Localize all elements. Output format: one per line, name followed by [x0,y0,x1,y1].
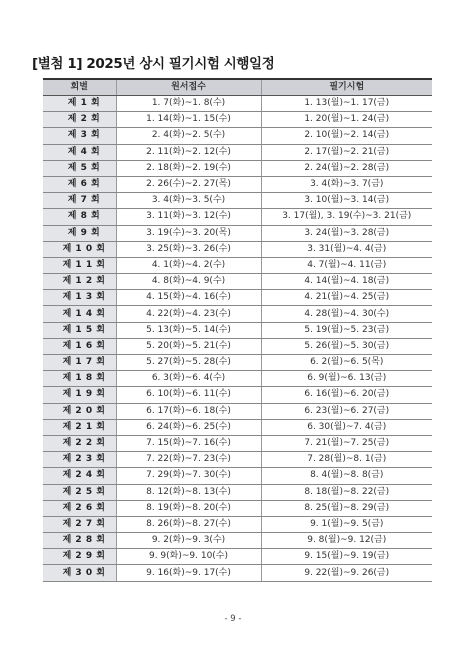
round-cell [43,403,116,419]
round-label: 제 2 6 회 [62,502,105,513]
round-label: 제 6 회 [67,179,100,190]
exam-period-cell: 8. 25(월)~8. 29(금) [261,500,432,516]
exam-period-cell: 9. 22(월)~9. 26(금) [261,565,432,581]
round-cell [43,96,116,112]
application-period-cell: 2. 18(화)~2. 19(수) [116,160,261,176]
round-label: 제 1 5 회 [62,324,105,335]
table-row [43,371,432,387]
table-header-row [43,79,432,96]
application-period-cell: 6. 17(화)~6. 18(수) [116,403,261,419]
exam-period-cell: 6. 30(월)~7. 4(금) [261,419,432,435]
round-label: 제 4 회 [67,146,100,157]
exam-period-cell: 3. 31(월)~4. 4(금) [261,241,432,257]
round-cell [43,274,116,290]
table-row [43,274,432,290]
round-cell [43,565,116,581]
round-label: 제 2 7 회 [62,518,105,529]
round-cell [43,371,116,387]
application-period-cell: 5. 13(화)~5. 14(수) [116,322,261,338]
table-row [43,355,432,371]
round-label: 제 3 회 [67,130,100,141]
application-period-cell: 5. 20(화)~5. 21(수) [116,338,261,354]
table-row [43,257,432,273]
table-row [43,290,432,306]
application-period-cell: 4. 8(화)~4. 9(수) [116,274,261,290]
application-period-cell: 8. 19(화)~8. 20(수) [116,500,261,516]
round-label: 제 7 회 [67,195,100,206]
round-cell [43,549,116,565]
application-period-cell: 2. 26(수)~2. 27(목) [116,176,261,192]
round-cell [43,387,116,403]
exam-period-cell: 1. 20(월)~1. 24(금) [261,112,432,128]
application-period-cell: 7. 22(화)~7. 23(수) [116,452,261,468]
table-row [43,452,432,468]
table-row [43,338,432,354]
exam-period-cell: 4. 7(월)~4. 11(금) [261,257,432,273]
table-row [43,128,432,144]
table-row [43,549,432,565]
round-label: 제 1 7 회 [62,357,105,368]
application-period-cell: 3. 25(화)~3. 26(수) [116,241,261,257]
exam-period-cell: 4. 21(월)~4. 25(금) [261,290,432,306]
round-label: 제 1 6 회 [62,340,105,351]
exam-period-cell: 4. 28(월)~4. 30(수) [261,306,432,322]
round-cell [43,322,116,338]
round-cell [43,112,116,128]
table-row [43,484,432,500]
exam-period-cell: 6. 9(월)~6. 13(금) [261,371,432,387]
exam-period-cell: 3. 4(화)~3. 7(금) [261,176,432,192]
round-label: 제 3 0 회 [62,567,105,578]
document-title: [별첨 1] 2025년 상시 필기시험 시행일정 [32,56,275,72]
exam-period-cell: 9. 15(월)~9. 19(금) [261,549,432,565]
round-label: 제 2 2 회 [62,438,105,449]
exam-period-cell: 8. 18(월)~8. 22(금) [261,484,432,500]
application-period-cell: 6. 24(화)~6. 25(수) [116,419,261,435]
round-label: 제 2 9 회 [62,551,105,562]
exam-period-cell: 9. 8(월)~9. 12(금) [261,533,432,549]
application-period-cell: 4. 1(화)~4. 2(수) [116,257,261,273]
round-cell [43,452,116,468]
round-cell [43,193,116,209]
table-row [43,435,432,451]
round-label: 제 1 1 회 [62,259,105,270]
application-period-cell: 5. 27(화)~5. 28(수) [116,355,261,371]
table-row [43,565,432,581]
table-row [43,306,432,322]
round-label: 제 1 8 회 [62,373,105,384]
round-cell [43,419,116,435]
exam-period-cell: 6. 16(월)~6. 20(금) [261,387,432,403]
application-period-cell: 3. 11(화)~3. 12(수) [116,209,261,225]
application-period-cell: 2. 4(화)~2. 5(수) [116,128,261,144]
table-row [43,387,432,403]
application-period-cell: 7. 15(화)~7. 16(수) [116,435,261,451]
exam-period-cell: 9. 1(월)~9. 5(금) [261,516,432,532]
table-row [43,112,432,128]
application-period-cell: 7. 29(화)~7. 30(수) [116,468,261,484]
round-cell [43,241,116,257]
round-label: 제 2 4 회 [62,470,105,481]
table-row [43,225,432,241]
exam-period-cell: 3. 10(월)~3. 14(금) [261,193,432,209]
round-cell [43,355,116,371]
application-period-cell: 8. 12(화)~8. 13(수) [116,484,261,500]
round-cell [43,468,116,484]
round-label: 제 2 0 회 [62,405,105,416]
round-cell [43,257,116,273]
application-period-cell: 8. 26(화)~8. 27(수) [116,516,261,532]
table-row [43,500,432,516]
round-label: 제 2 5 회 [62,486,105,497]
exam-schedule-table [43,78,432,582]
round-cell [43,484,116,500]
table-row [43,193,432,209]
round-label: 제 2 회 [67,114,100,125]
table-row [43,241,432,257]
table-row [43,144,432,160]
exam-period-cell: 3. 24(월)~3. 28(금) [261,225,432,241]
application-period-cell: 6. 10(화)~6. 11(수) [116,387,261,403]
round-cell [43,160,116,176]
round-cell [43,209,116,225]
round-cell [43,338,116,354]
application-period-cell: 9. 2(화)~9. 3(수) [116,533,261,549]
application-period-cell: 9. 9(화)~9. 10(수) [116,549,261,565]
header-round: 회별 [43,79,116,96]
exam-period-cell: 7. 21(월)~7. 25(금) [261,435,432,451]
table-row [43,209,432,225]
exam-period-cell: 1. 13(월)~1. 17(금) [261,96,432,112]
table-row [43,419,432,435]
application-period-cell: 1. 7(화)~1. 8(수) [116,96,261,112]
round-label: 제 5 회 [67,162,100,173]
exam-period-cell: 3. 17(월), 3. 19(수)~3. 21(금) [261,209,432,225]
table-row [43,160,432,176]
round-label: 제 1 0 회 [62,243,105,254]
application-period-cell: 3. 19(수)~3. 20(목) [116,225,261,241]
round-label: 제 8 회 [67,211,100,222]
application-period-cell: 2. 11(화)~2. 12(수) [116,144,261,160]
exam-period-cell: 8. 4(월)~8. 8(금) [261,468,432,484]
table-row [43,96,432,112]
round-cell [43,435,116,451]
round-label: 제 2 1 회 [62,421,105,432]
round-label: 제 1 3 회 [62,292,105,303]
exam-period-cell: 5. 26(월)~5. 30(금) [261,338,432,354]
exam-period-cell: 6. 2(월)~6. 5(목) [261,355,432,371]
application-period-cell: 9. 16(화)~9. 17(수) [116,565,261,581]
exam-period-cell: 2. 24(월)~2. 28(금) [261,160,432,176]
round-cell [43,500,116,516]
application-period-cell: 4. 22(화)~4. 23(수) [116,306,261,322]
round-label: 제 2 3 회 [62,454,105,465]
application-period-cell: 1. 14(화)~1. 15(수) [116,112,261,128]
exam-period-cell: 4. 14(월)~4. 18(금) [261,274,432,290]
round-cell [43,533,116,549]
table-row [43,516,432,532]
round-label: 제 1 2 회 [62,276,105,287]
round-cell [43,306,116,322]
header-exam: 필기시험 [261,79,432,96]
application-period-cell: 6. 3(화)~6. 4(수) [116,371,261,387]
exam-period-cell: 2. 10(월)~2. 14(금) [261,128,432,144]
exam-period-cell: 5. 19(월)~5. 23(금) [261,322,432,338]
round-cell [43,290,116,306]
page-number: - 9 - [224,614,242,624]
exam-period-cell: 6. 23(월)~6. 27(금) [261,403,432,419]
header-application: 원서접수 [116,79,261,96]
table-row [43,533,432,549]
application-period-cell: 3. 4(화)~3. 5(수) [116,193,261,209]
round-cell [43,128,116,144]
table-row [43,176,432,192]
round-cell [43,144,116,160]
round-label: 제 1 회 [67,98,100,109]
table-row [43,403,432,419]
exam-period-cell: 2. 17(월)~2. 21(금) [261,144,432,160]
round-label: 제 9 회 [67,227,100,238]
round-cell [43,516,116,532]
table-row [43,468,432,484]
round-label: 제 1 4 회 [62,308,105,319]
round-label: 제 1 9 회 [62,389,105,400]
table-row [43,322,432,338]
round-label: 제 2 8 회 [62,535,105,546]
round-cell [43,225,116,241]
exam-period-cell: 7. 28(월)~8. 1(금) [261,452,432,468]
round-cell [43,176,116,192]
application-period-cell: 4. 15(화)~4. 16(수) [116,290,261,306]
